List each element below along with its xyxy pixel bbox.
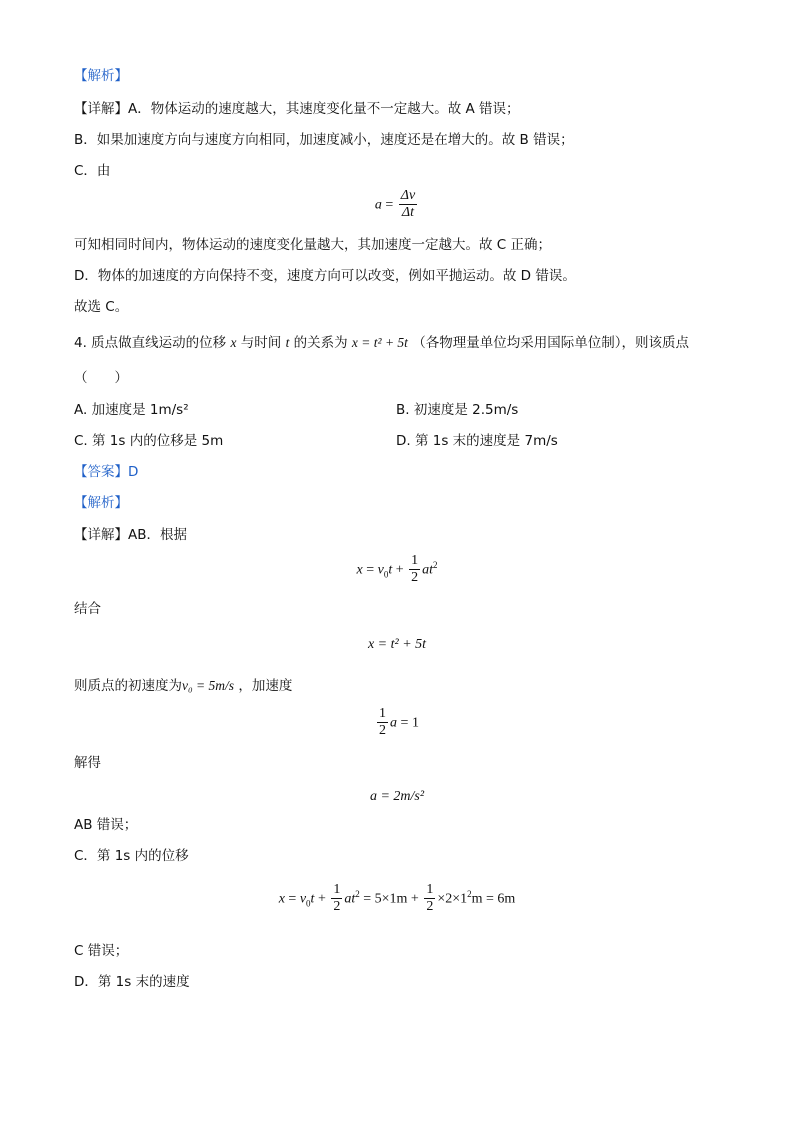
equation-displacement: $x = v_0t$ + $\frac{1}{2}$ $at^2 = 5\times 1m$ + $\frac{1}{2}$ $\times 2\times 1^2m = 6m$ (278, 882, 516, 914)
detail-ab: 【详解】AB．根据 (74, 527, 187, 543)
analysis-label: 【解析】 (74, 68, 128, 84)
option-c-intro: C．由 (74, 163, 111, 179)
c-wrong: C 错误； (74, 943, 129, 959)
c-displacement-label: C．第 1s 内的位移 (74, 848, 189, 864)
option-c-explanation: 可知相同时间内，物体运动的速度变化量越大，其加速度一定越大。故 C 正确； (74, 237, 552, 253)
d-velocity-label: D．第 1s 末的速度 (74, 974, 190, 990)
answer: 【答案】D (74, 464, 139, 480)
equation-half-a: $\frac{1}{2}$ a = 1 (379, 706, 419, 738)
ab-wrong: AB 错误； (74, 817, 138, 833)
option-d: D. 第 1s 末的速度是 7m/s (396, 433, 558, 449)
equation-kinematics: $x = v_0t$ + $\frac{1}{2}$ $at^2$ (356, 553, 438, 585)
choose-c: 故选 C。 (74, 299, 129, 315)
option-a: A. 加速度是 1m/s² (74, 402, 189, 418)
question-4-stem: 4. 质点做直线运动的位移 x 与时间 t 的关系为 x = t² + 5t （各物理量单位均采用国际单位制），则该质点 (74, 335, 689, 351)
option-c: C. 第 1s 内的位移是 5m (74, 433, 224, 449)
question-blank: （ ） (74, 370, 128, 386)
option-b: B. 初速度是 2.5m/s (396, 402, 519, 418)
equation-given: x = t² + 5t (367, 637, 427, 652)
initial-velocity-text: 则质点的初速度为v₀ = 5m/s ，加速度 (74, 678, 293, 694)
equation-a-result: a = 2m/s² (369, 789, 425, 804)
solve-label: 解得 (74, 755, 101, 771)
equation-a-dv-dt: a = $\frac{\Delta v}{\Delta t}$ (374, 188, 416, 220)
combine-label: 结合 (74, 601, 101, 617)
option-b-explanation: B．如果加速度方向与速度方向相同，加速度减小，速度还是在增大的。故 B 错误； (74, 132, 574, 148)
option-d-explanation: D．物体的加速度的方向保持不变，速度方向可以改变，例如平抛运动。故 D 错误。 (74, 268, 576, 284)
detail-a: 【详解】A．物体运动的速度越大，其速度变化量不一定越大。故 A 错误； (74, 101, 520, 117)
analysis-label-2: 【解析】 (74, 495, 128, 511)
